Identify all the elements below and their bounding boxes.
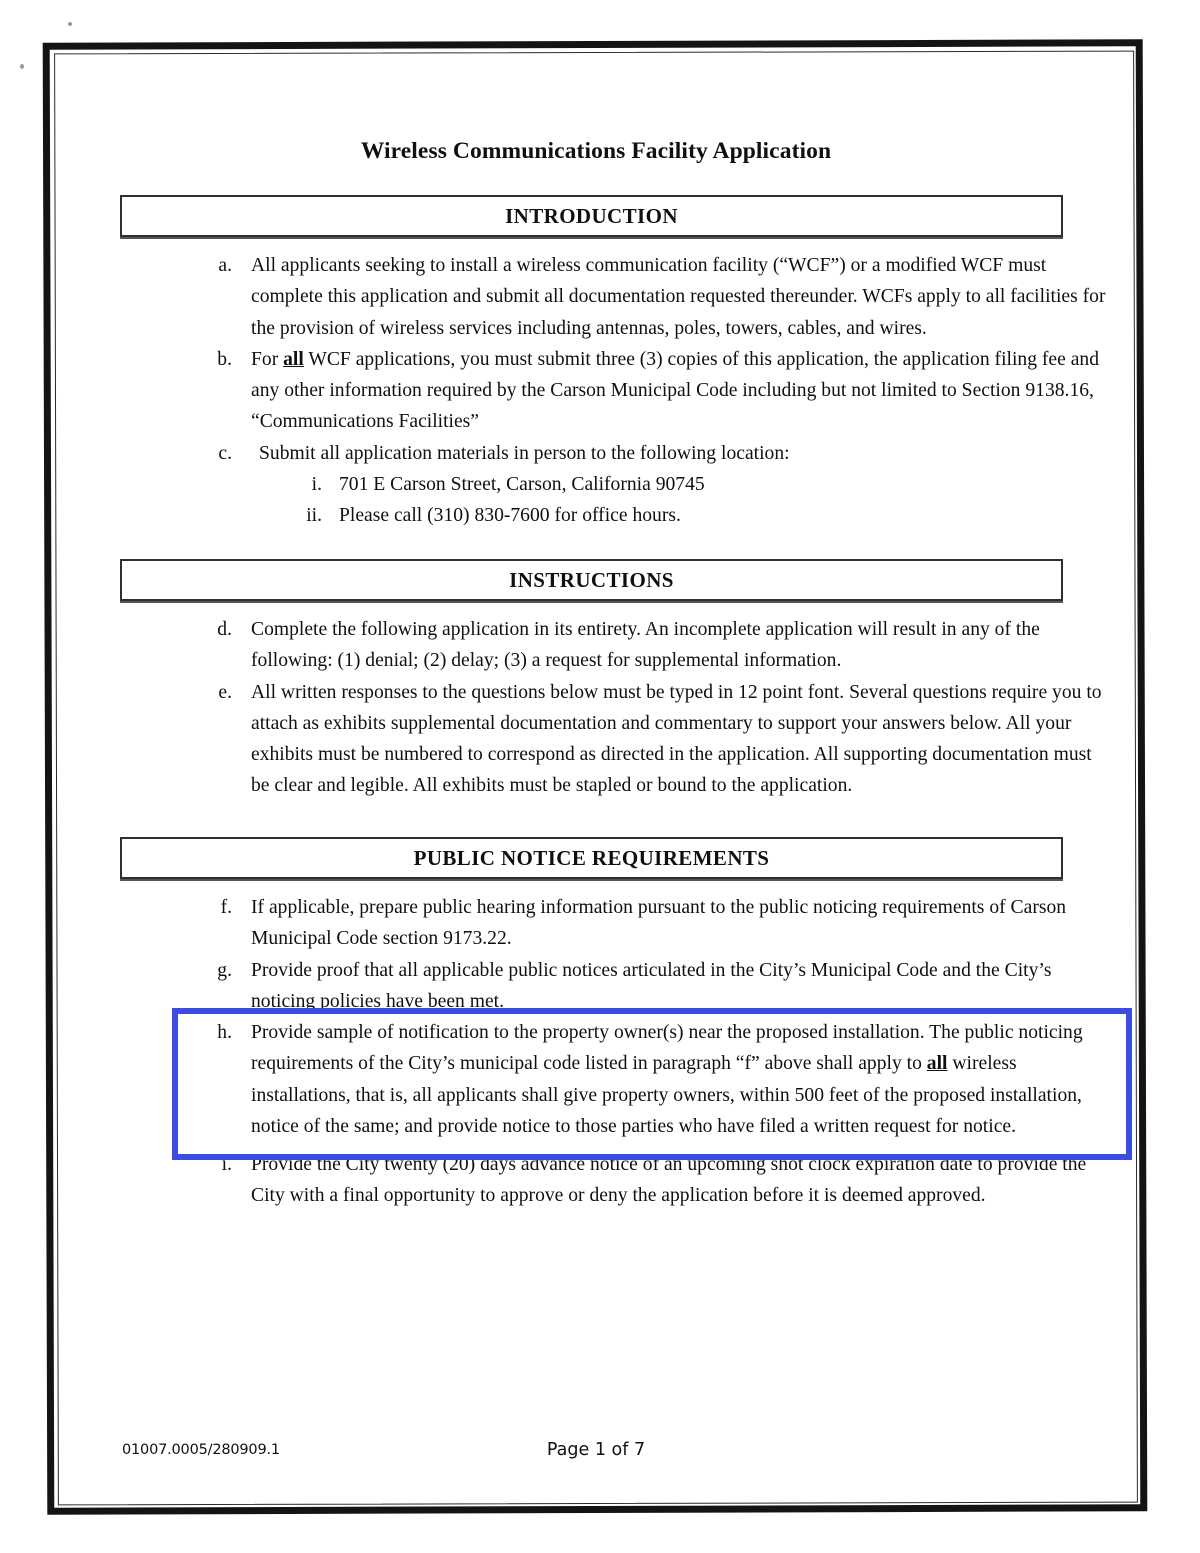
list-item <box>56 677 1136 802</box>
list-item-highlighted <box>56 1017 1136 1142</box>
list-item <box>56 892 1136 955</box>
list-marker: i. <box>221 1154 232 1175</box>
document-reference: 01007.0005/280909.1 <box>122 1442 280 1458</box>
list-item <box>56 1149 1136 1212</box>
text-fragment: Provide sample of notification to the property owner(s) near the proposed installation. The public noticing requirements of the City’s municipal code listed in paragraph “f” above shall apply to <box>251 1022 1083 1075</box>
emphasis-all: all <box>283 348 304 370</box>
list-marker: e. <box>218 681 232 703</box>
list-marker: h. <box>217 1022 232 1044</box>
section-header-introduction <box>120 195 1063 237</box>
list-marker: b. <box>217 348 232 370</box>
list-item-text: All applicants seeking to install a wireless communication facility (“WCF”) or a modified WCF must complete this application and submit all documentation requested thereunder. WCFs apply to all facilities for the provision of wireless services including antennas, poles, towers, cables, and wires. <box>251 255 1106 339</box>
sub-list-item-text: 701 E Carson Street, Carson, California 90745 <box>339 474 705 496</box>
list-marker: g. <box>217 959 232 981</box>
page-title: Wireless Communications Facility Application <box>360 138 832 164</box>
sub-list-item <box>56 500 1136 531</box>
section-body-public-notice-tail <box>56 1149 1136 1212</box>
scan-speckle <box>68 22 72 26</box>
text-fragment: For <box>251 348 284 370</box>
list-item-text <box>251 344 1136 438</box>
list-item-text: Provide the City twenty (20) days advance notice of an upcoming shot clock expiration date to provide the City with a final opportunity to approve or deny the application before it is deemed approved. <box>251 1154 1087 1207</box>
sub-list-item <box>56 469 1136 500</box>
list-item-text: All written responses to the questions below must be typed in 12 point font. Several questions require you to attach as exhibits supplemental documentation and commentary to support your answers below. All your exhibits must be numbered to correspond as directed in the application. All supporting documentation must be clear and legible. All exhibits must be stapled or bound to the application. <box>251 681 1102 797</box>
list-item-text: Submit all application materials in person to the following location: <box>259 442 790 464</box>
page-footer <box>56 1442 1136 1468</box>
text-fragment: WCF applications, you must submit three (3) copies of this application, the application filing fee and any other information required by the Carson Municipal Code including but not limited to Section 9138.16, “Communications Facilities” <box>251 348 1100 433</box>
list-item <box>56 614 1136 677</box>
text-fragment: wireless installations, that is, all applicants shall give property owners, within 500 feet of the proposed installation, notice of the same; and provide notice to those parties who have filed a written request for notice. <box>251 1053 1082 1138</box>
list-marker: a. <box>218 255 232 276</box>
list-item <box>56 955 1136 1018</box>
section-body-public-notice <box>56 892 1136 1142</box>
section-header-instructions <box>120 559 1063 601</box>
list-item-text: Complete the following application in its entirety. An incomplete application will result in any of the following: (1) denial; (2) delay; (3) a request for supplemental information. <box>251 619 1040 672</box>
list-item <box>56 250 1136 344</box>
document-page <box>56 52 1136 1504</box>
section-header-label: INSTRUCTIONS <box>509 567 674 592</box>
section-header-public-notice <box>120 837 1063 879</box>
sub-list-marker: i. <box>311 474 322 496</box>
section-header-label: INTRODUCTION <box>505 203 678 228</box>
list-item <box>56 438 1136 469</box>
list-item-text: Provide proof that all applicable public notices articulated in the City’s Municipal Code and the City’s noticing policies have been met. <box>251 959 1052 1012</box>
emphasis-all: all <box>926 1053 948 1075</box>
list-item <box>56 344 1136 438</box>
scan-speckle <box>20 64 24 69</box>
section-header-label: PUBLIC NOTICE REQUIREMENTS <box>413 845 770 870</box>
list-marker: d. <box>217 619 232 640</box>
list-marker: c. <box>218 442 232 464</box>
list-item-text: If applicable, prepare public hearing information pursuant to the public noticing requirements of Carson Municipal Code section 9173.22. <box>251 897 1067 950</box>
sub-list-marker: ii. <box>306 505 322 527</box>
section-body-instructions <box>56 614 1136 802</box>
list-item-text <box>251 1017 1136 1142</box>
sub-list-item-text: Please call (310) 830-7600 for office hours. <box>339 505 681 527</box>
page-number: Page 1 of 7 <box>546 1440 646 1460</box>
list-marker: f. <box>220 897 232 918</box>
section-body-introduction <box>56 250 1136 532</box>
